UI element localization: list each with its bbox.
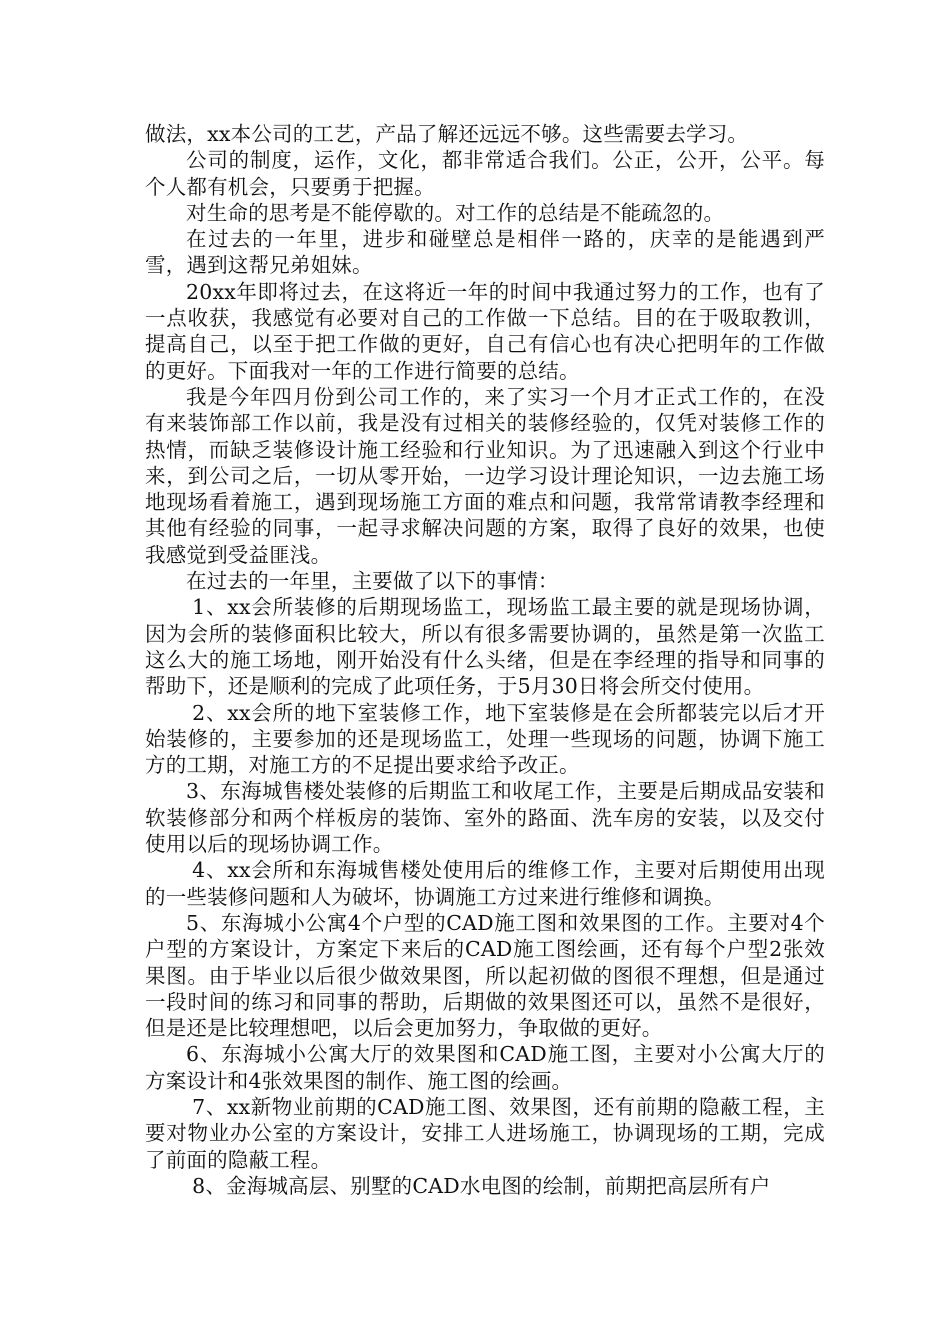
list-item-4: 4、xx会所和东海城售楼处使用后的维修工作，主要对后期使用出现的一些装修问题和人为破坏，协调施工方过来进行维修和调换。 xyxy=(145,858,825,909)
document-body xyxy=(145,121,825,1199)
paragraph-summary-intro: 20xx年即将过去，在这将近一年的时间中我通过努力的工作，也有了一点收获，我感觉有必要对自己的工作做一下总结。目的在于吸取教训，提高自己，以至于把工作做的更好，自己有信心也有决心把明年的工作做的更好。下面我对一年的工作进行简要的总结。 xyxy=(145,279,825,383)
list-item-8: 8、金海城高层、别墅的CAD水电图的绘制，前期把高层所有户 xyxy=(192,1173,771,1198)
paragraph-reflection: 对生命的思考是不能停歇的。对工作的总结是不能疏忽的。 xyxy=(186,200,725,225)
paragraph-joining-company: 我是今年四月份到公司工作的，来了实习一个月才正式工作的，在没有来装饰部工作以前，我是没有过相关的装修经验的，仅凭对装修工作的热情，而缺乏装修设计施工经验和行业知识。为了迅速融入到这个行业中来，到公司之后，一切从零开始，一边学习设计理论知识，一边去施工场地现场看着施工，遇到现场施工方面的难点和问题，我常常请教李经理和其他有经验的同事，一起寻求解决问题的方案，取得了良好的效果，也使我感觉到受益匪浅。 xyxy=(145,384,825,567)
paragraph-tasks-intro: 在过去的一年里，主要做了以下的事情： xyxy=(186,569,559,594)
list-item-5: 5、东海城小公寓4个户型的CAD施工图和效果图的工作。主要对4个户型的方案设计，方案定下来后的CAD施工图绘画，还有每个户型2张效果图。由于毕业以后很少做效果图，所以起初做的图很不理想，但是通过一段时间的练习和同事的帮助，后期做的效果图还可以，虽然不是很好，但是还是比较理想吧，以后会更加努力，争取做的更好。 xyxy=(145,910,825,1041)
list-item-2: 2、xx会所的地下室装修工作，地下室装修是在会所都装完以后才开始装修的，主要参加的还是现场监工，处理一些现场的问题，协调下施工方的工期，对施工方的不足提出要求给予改正。 xyxy=(145,700,825,778)
paragraph-continuation: 做法，xx本公司的工艺，产品了解还远远不够。这些需要去学习。 xyxy=(145,122,749,146)
list-item-7: 7、xx新物业前期的CAD施工图、效果图，还有前期的隐蔽工程，主要对物业办公室的方案设计，安排工人进场施工，协调现场的工期，完成了前面的隐蔽工程。 xyxy=(145,1094,825,1172)
paragraph-company-culture: 公司的制度，运作，文化，都非常适合我们。公正，公开，公平。每个人都有机会，只要勇于把握。 xyxy=(145,148,825,199)
list-item-6: 6、东海城小公寓大厅的效果图和CAD施工图，主要对小公寓大厅的方案设计和4张效果图的制作、施工图的绘画。 xyxy=(145,1042,825,1093)
paragraph-past-year: 在过去的一年里，进步和碰壁总是相伴一路的，庆幸的是能遇到严雪，遇到这帮兄弟姐妹。 xyxy=(145,227,825,278)
list-item-1: 1、xx会所装修的后期现场监工，现场监工最主要的就是现场协调，因为会所的装修面积比较大，所以有很多需要协调的，虽然是第一次监工这么大的施工场地，刚开始没有什么头绪，但是在李经理的指导和同事的帮助下，还是顺利的完成了此项任务，于5月30日将会所交付使用。 xyxy=(145,595,825,699)
list-item-3: 3、东海城售楼处装修的后期监工和收尾工作，主要是后期成品安装和软装修部分和两个样板房的装饰、室外的路面、洗车房的安装，以及交付使用以后的现场协调工作。 xyxy=(145,779,825,857)
